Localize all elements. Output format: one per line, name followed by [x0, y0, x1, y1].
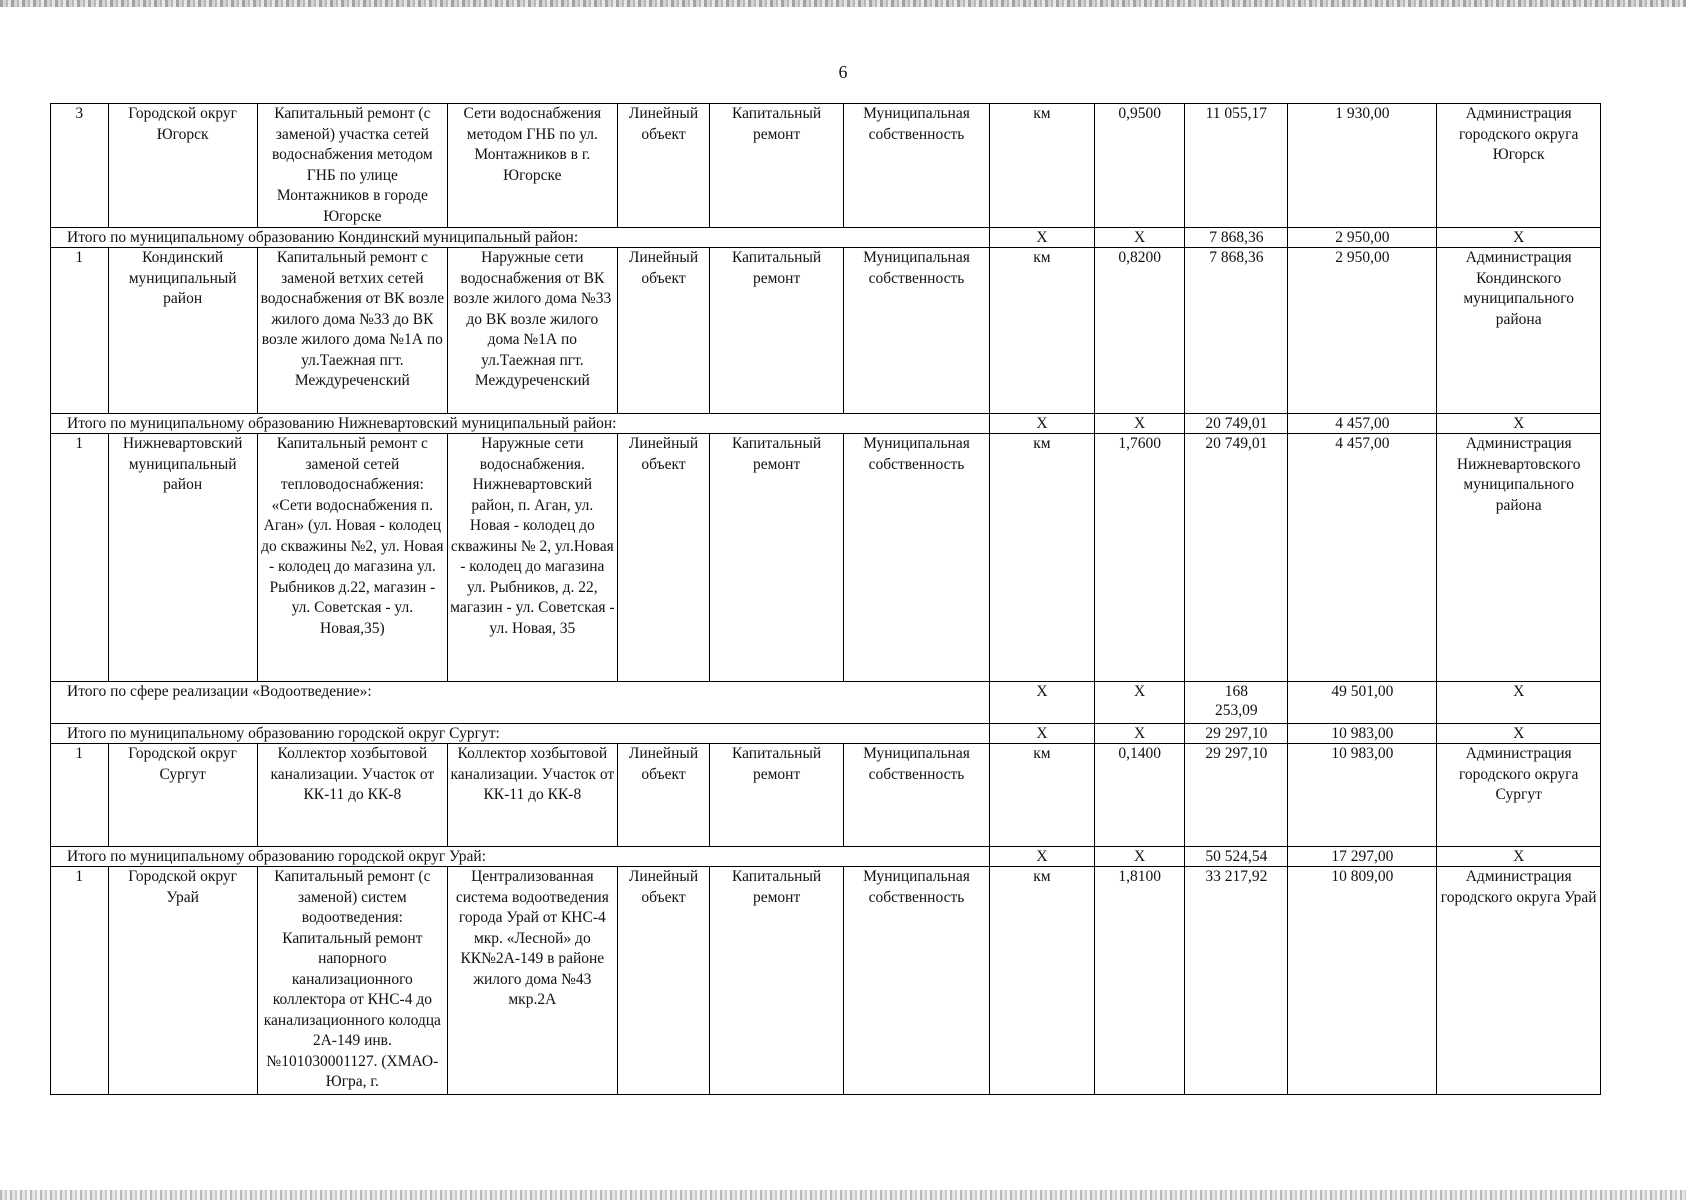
customer-cell: Администрация городского округа Югорск: [1437, 104, 1601, 228]
quantity-cell: Х: [1094, 847, 1185, 867]
description-cell: Коллектор хозбытовой канализации. Участок от КК-11 до КК-8: [257, 744, 447, 847]
work-type-cell: Капитальный ремонт: [710, 104, 844, 228]
unit-cell: км: [990, 104, 1095, 228]
subsidy-cell: 2 950,00: [1288, 248, 1437, 414]
subsidy-cell: 2 950,00: [1288, 228, 1437, 248]
quantity-cell: 1,7600: [1094, 434, 1185, 682]
municipality-cell: Нижневартовский муниципальный район: [108, 434, 257, 682]
object-type-cell: Линейный объект: [617, 104, 710, 228]
row-number: 1: [51, 248, 109, 414]
work-type-cell: Капитальный ремонт: [710, 744, 844, 847]
scan-edge-bottom: [0, 1190, 1686, 1200]
cost-cell: 33 217,92: [1185, 867, 1288, 1095]
cost-cell: 11 055,17: [1185, 104, 1288, 228]
subsidy-cell: 4 457,00: [1288, 414, 1437, 434]
quantity-cell: 0,8200: [1094, 248, 1185, 414]
cost-cell: 29 297,10: [1185, 724, 1288, 744]
total-label: Итого по сфере реализации «Водоотведение»:: [51, 682, 990, 724]
total-row: [51, 414, 1601, 434]
cost-cell: 20 749,01: [1185, 434, 1288, 682]
unit-cell: км: [990, 867, 1095, 1095]
description-cell: Капитальный ремонт (с заменой) систем водоотведения: Капитальный ремонт напорного канализационного коллектора от КНС-4 до канализационного колодца 2А-149 инв.№101030001127. (ХМАО-Югра, г.: [257, 867, 447, 1095]
quantity-cell: 1,8100: [1094, 867, 1185, 1095]
cost-cell: 168 253,09: [1185, 682, 1288, 724]
unit-cell: Х: [990, 847, 1095, 867]
unit-cell: Х: [990, 228, 1095, 248]
subsidy-cell: 10 983,00: [1288, 744, 1437, 847]
subsidy-cell: 17 297,00: [1288, 847, 1437, 867]
object-cell: Наружные сети водоснабжения от ВК возле жилого дома №33 до ВК возле жилого дома №1А по ул.Таежная пгт. Междуреченский: [447, 248, 617, 414]
unit-cell: Х: [990, 724, 1095, 744]
quantity-cell: 0,1400: [1094, 744, 1185, 847]
municipality-cell: Кондинский муниципальный район: [108, 248, 257, 414]
unit-cell: Х: [990, 682, 1095, 724]
subsidy-cell: 1 930,00: [1288, 104, 1437, 228]
table-row: [51, 867, 1601, 1095]
row-number: 3: [51, 104, 109, 228]
cost-cell: 20 749,01: [1185, 414, 1288, 434]
customer-cell: Х: [1437, 228, 1601, 248]
ownership-cell: Муниципальная собственность: [843, 104, 989, 228]
row-number: 1: [51, 867, 109, 1095]
total-row: [51, 847, 1601, 867]
total-row: [51, 724, 1601, 744]
cost-cell: 29 297,10: [1185, 744, 1288, 847]
ownership-cell: Муниципальная собственность: [843, 434, 989, 682]
municipality-cell: Городской округ Сургут: [108, 744, 257, 847]
ownership-cell: Муниципальная собственность: [843, 744, 989, 847]
ownership-cell: Муниципальная собственность: [843, 867, 989, 1095]
table-row: [51, 434, 1601, 682]
subsidy-table: [50, 103, 1601, 1095]
municipality-cell: Городской округ Югорск: [108, 104, 257, 228]
cost-cell: 7 868,36: [1185, 248, 1288, 414]
unit-cell: км: [990, 248, 1095, 414]
subsidy-cell: 10 809,00: [1288, 867, 1437, 1095]
work-type-cell: Капитальный ремонт: [710, 248, 844, 414]
quantity-cell: Х: [1094, 414, 1185, 434]
work-type-cell: Капитальный ремонт: [710, 867, 844, 1095]
customer-cell: Администрация Нижневартовского муниципального района: [1437, 434, 1601, 682]
total-row: [51, 228, 1601, 248]
customer-cell: Х: [1437, 724, 1601, 744]
subsidy-cell: 49 501,00: [1288, 682, 1437, 724]
object-type-cell: Линейный объект: [617, 744, 710, 847]
object-type-cell: Линейный объект: [617, 248, 710, 414]
quantity-cell: 0,9500: [1094, 104, 1185, 228]
description-cell: Капитальный ремонт (с заменой) участка сетей водоснабжения методом ГНБ по улице Монтажников в городе Югорске: [257, 104, 447, 228]
description-cell: Капитальный ремонт с заменой сетей тепловодоснабжения: «Сети водоснабжения п. Аган» (ул. Новая - колодец до скважины №2, ул. Новая - колодец до магазина ул. Рыбников д.22, магазин - ул. Советская - ул. Новая,35): [257, 434, 447, 682]
cost-cell: 50 524,54: [1185, 847, 1288, 867]
object-type-cell: Линейный объект: [617, 867, 710, 1095]
customer-cell: Администрация городского округа Сургут: [1437, 744, 1601, 847]
unit-cell: км: [990, 744, 1095, 847]
cost-cell: 7 868,36: [1185, 228, 1288, 248]
unit-cell: Х: [990, 414, 1095, 434]
customer-cell: Х: [1437, 847, 1601, 867]
work-type-cell: Капитальный ремонт: [710, 434, 844, 682]
customer-cell: Х: [1437, 682, 1601, 724]
quantity-cell: Х: [1094, 682, 1185, 724]
row-number: 1: [51, 744, 109, 847]
object-cell: Коллектор хозбытовой канализации. Участок от КК-11 до КК-8: [447, 744, 617, 847]
subsidy-cell: 4 457,00: [1288, 434, 1437, 682]
total-label: Итого по муниципальному образованию городской округ Урай:: [51, 847, 990, 867]
object-cell: Централизованная система водоотведения города Урай от КНС-4 мкр. «Лесной» до КК№2А-149 в районе жилого дома №43 мкр.2А: [447, 867, 617, 1095]
object-type-cell: Линейный объект: [617, 434, 710, 682]
total-label: Итого по муниципальному образованию городской округ Сургут:: [51, 724, 990, 744]
total-label: Итого по муниципальному образованию Кондинский муниципальный район:: [51, 228, 990, 248]
table-row: [51, 744, 1601, 847]
customer-cell: Администрация Кондинского муниципального района: [1437, 248, 1601, 414]
ownership-cell: Муниципальная собственность: [843, 248, 989, 414]
page-number: 6: [838, 62, 848, 82]
table-row: [51, 104, 1601, 228]
customer-cell: Администрация городского округа Урай: [1437, 867, 1601, 1095]
object-cell: Наружные сети водоснабжения. Нижневартовский район, п. Аган, ул. Новая - колодец до скважины № 2, ул.Новая - колодец до магазина ул. Рыбников, д. 22, магазин - ул. Советская - ул. Новая, 35: [447, 434, 617, 682]
quantity-cell: Х: [1094, 228, 1185, 248]
table-row: [51, 248, 1601, 414]
scan-edge-top: [0, 0, 1686, 7]
municipality-cell: Городской округ Урай: [108, 867, 257, 1095]
total-label: Итого по муниципальному образованию Нижневартовский муниципальный район:: [51, 414, 990, 434]
row-number: 1: [51, 434, 109, 682]
total-row: [51, 682, 1601, 724]
object-cell: Сети водоснабжения методом ГНБ по ул. Монтажников в г. Югорске: [447, 104, 617, 228]
unit-cell: км: [990, 434, 1095, 682]
description-cell: Капитальный ремонт с заменой ветхих сетей водоснабжения от ВК возле жилого дома №33 до ВК возле жилого дома №1А по ул.Таежная пгт. Междуреченский: [257, 248, 447, 414]
subsidy-cell: 10 983,00: [1288, 724, 1437, 744]
quantity-cell: Х: [1094, 724, 1185, 744]
customer-cell: Х: [1437, 414, 1601, 434]
